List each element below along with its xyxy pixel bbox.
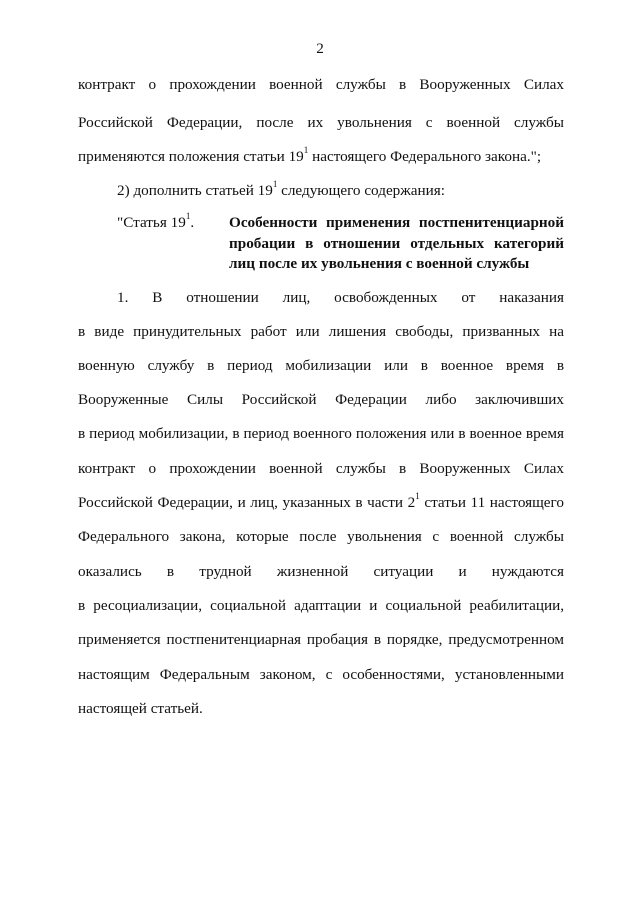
- paragraph-line-8: Федерального закона, которые после увольнения с военной службы: [78, 528, 564, 545]
- intro-line-3-text: применяются положения статьи 19: [78, 148, 304, 165]
- superscript: 1: [303, 144, 309, 155]
- paragraph-line-9: оказались в трудной жизненной ситуации и нуждаются: [78, 563, 564, 580]
- article-title-line-2: пробации в отношении отдельных категорий: [229, 235, 564, 252]
- paragraph-line-13: настоящей статьей.: [78, 700, 203, 717]
- intro-line-3-tail: настоящего Федерального закона.";: [308, 148, 542, 165]
- paragraph-line-2: в виде принудительных работ или лишения свободы, призванных на: [78, 323, 564, 340]
- amendment-item-2: [117, 178, 564, 200]
- paragraph-line-7: [78, 490, 564, 512]
- intro-line-1: контракт о прохождении военной службы в Вооруженных Силах: [78, 76, 564, 93]
- paragraph-line-11: применяется постпенитенциарная пробация в порядке, предусмотренном: [78, 631, 564, 648]
- item-2-tail: следующего содержания:: [277, 182, 445, 199]
- article-label-dot: .: [190, 214, 195, 231]
- paragraph-line-10: в ресоциализации, социальной адаптации и социальной реабилитации,: [78, 597, 564, 614]
- paragraph-line-7-tail: статьи 11 настоящего: [419, 494, 564, 511]
- paragraph-line-1: 1. В отношении лиц, освобожденных от наказания: [117, 289, 564, 306]
- paragraph-line-6: контракт о прохождении военной службы в Вооруженных Силах: [78, 460, 564, 477]
- paragraph-line-7-text: Российской Федерации, и лиц, указанных в части 2: [78, 494, 416, 511]
- intro-line-3: [78, 144, 564, 166]
- paragraph-line-5: в период мобилизации, в период военного положения или в военное время: [78, 425, 564, 442]
- superscript: 1: [415, 490, 420, 501]
- paragraph-line-3: военную службу в период мобилизации или в военное время в: [78, 357, 564, 374]
- article-title-line-1: Особенности применения постпенитенциарной: [229, 214, 564, 231]
- article-label-text: "Статья 19: [117, 214, 186, 231]
- article-title-line-3: лиц после их увольнения с военной службы: [229, 255, 530, 272]
- page-number: 2: [316, 40, 324, 57]
- paragraph-line-4: Вооруженные Силы Российской Федерации либо заключивших: [78, 391, 564, 408]
- superscript: 1: [272, 178, 278, 189]
- paragraph-line-12: настоящим Федеральным законом, с особенностями, установленными: [78, 666, 564, 683]
- item-2-text: 2) дополнить статьей 19: [117, 182, 273, 199]
- intro-line-2: Российской Федерации, после их увольнения с военной службы: [78, 114, 564, 131]
- article-label: [117, 210, 195, 232]
- superscript: 1: [185, 210, 191, 221]
